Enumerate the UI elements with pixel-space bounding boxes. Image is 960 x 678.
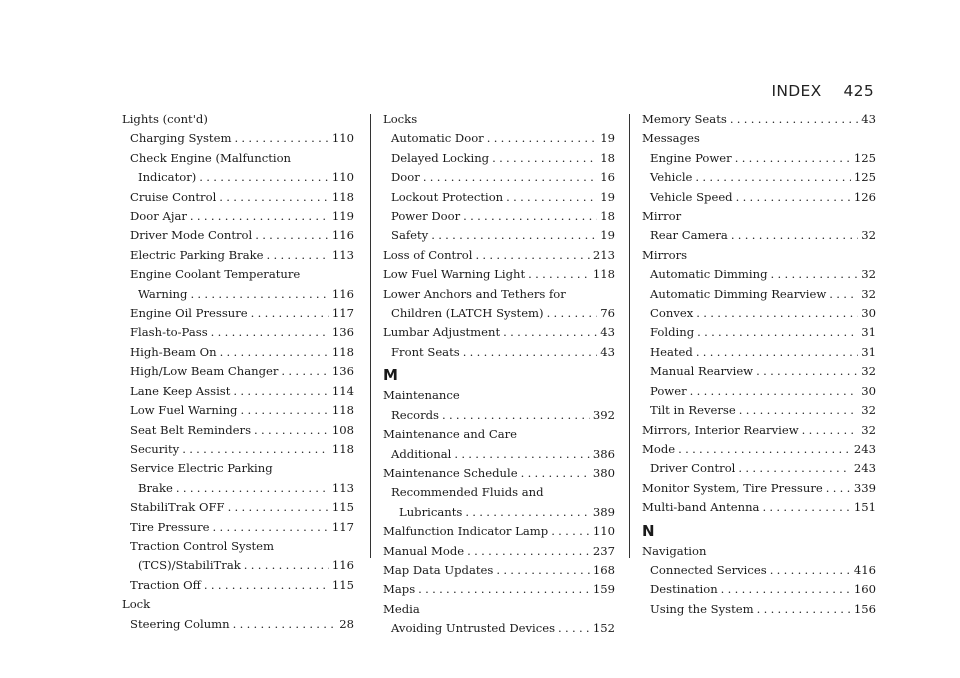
- entry-page-number: 160: [853, 582, 876, 597]
- entry-page-number: 43: [861, 112, 876, 126]
- dot-leader: [213, 518, 329, 537]
- index-entry: [642, 110, 876, 129]
- index-entry: [642, 600, 876, 619]
- dot-leader: [731, 226, 858, 245]
- dot-leader: [736, 188, 851, 207]
- index-entry: [383, 343, 615, 362]
- index-entry: [642, 421, 876, 440]
- index-entry: [642, 265, 876, 284]
- entry-page-number: 386: [592, 446, 615, 461]
- entry-term: Check Engine (Malfunction: [130, 150, 292, 165]
- entry-page-number: 28: [339, 616, 354, 631]
- index-entry: [642, 304, 876, 323]
- entry-term: Tire Pressure: [130, 519, 210, 534]
- entry-page-number: 32: [861, 228, 876, 243]
- dot-leader: [228, 498, 329, 517]
- index-entry: [122, 149, 354, 168]
- index-entry: [122, 576, 354, 595]
- index-entry: [642, 479, 876, 498]
- entry-page-number: 19: [600, 228, 615, 243]
- dot-leader: [771, 265, 859, 284]
- index-entry: [383, 503, 615, 522]
- index-entry: [122, 382, 354, 401]
- entry-term: Driver Mode Control: [130, 228, 253, 243]
- entry-term: Vehicle Speed: [650, 189, 733, 204]
- entry-page-number: 118: [331, 344, 354, 359]
- entry-term: Multi-band Antenna: [642, 500, 760, 515]
- index-entry: [383, 149, 615, 168]
- entry-page-number: 76: [600, 306, 615, 321]
- column-divider: [629, 114, 630, 558]
- entry-term: Automatic Dimming: [650, 267, 768, 282]
- entry-page-number: 380: [592, 465, 615, 480]
- entry-term: Steering Column: [130, 616, 230, 631]
- entry-term: Loss of Control: [383, 247, 473, 262]
- entry-page-number: 118: [592, 267, 615, 282]
- index-entry: [383, 483, 615, 502]
- index-entry: [642, 401, 876, 420]
- index-entry: [642, 188, 876, 207]
- entry-term: Door Ajar: [130, 209, 187, 224]
- dot-leader: [506, 188, 597, 207]
- entry-page-number: 115: [331, 577, 354, 592]
- index-entry: [642, 498, 876, 517]
- entry-term: Traction Control System: [130, 538, 275, 553]
- dot-leader: [267, 246, 329, 265]
- entry-term: Low Fuel Warning: [130, 403, 238, 418]
- dot-leader: [244, 556, 329, 575]
- index-entry: [383, 129, 615, 148]
- index-entry: [122, 595, 354, 614]
- dot-leader: [690, 382, 859, 401]
- dot-leader: [465, 503, 590, 522]
- entry-term: Mirrors, Interior Rearview: [642, 422, 799, 437]
- dot-leader: [251, 304, 329, 323]
- index-column-2: [383, 110, 615, 639]
- entry-term: Seat Belt Reminders: [130, 422, 252, 437]
- entry-page-number: 18: [600, 209, 615, 224]
- index-entry: [383, 542, 615, 561]
- entry-term: Security: [130, 441, 180, 456]
- index-entry: [642, 207, 876, 226]
- entry-term: Lumbar Adjustment: [383, 325, 501, 340]
- dot-leader: [418, 580, 590, 599]
- entry-term: Lower Anchors and Tethers for: [383, 286, 566, 301]
- entry-term: Mirrors: [642, 247, 688, 262]
- index-entry: [642, 168, 876, 187]
- entry-term: Electric Parking Brake: [130, 247, 264, 262]
- entry-page-number: 32: [861, 403, 876, 418]
- index-entry: [383, 386, 615, 405]
- dot-leader: [738, 459, 850, 478]
- dot-leader: [190, 207, 329, 226]
- entry-page-number: 152: [592, 621, 615, 636]
- dot-leader: [463, 207, 597, 226]
- entry-term: Using the System: [650, 601, 754, 616]
- dot-leader: [547, 304, 598, 323]
- index-entry: [122, 343, 354, 362]
- entry-term: Convex: [650, 306, 694, 321]
- index-entry: [383, 168, 615, 187]
- entry-term: Manual Mode: [383, 543, 465, 558]
- index-entry: [383, 285, 615, 304]
- entry-term: Door: [391, 170, 420, 185]
- entry-page-number: 113: [331, 247, 354, 262]
- dot-leader: [521, 464, 590, 483]
- entry-page-number: 118: [331, 441, 354, 456]
- entry-page-number: 32: [861, 364, 876, 379]
- entry-page-number: 213: [592, 247, 615, 262]
- dot-leader: [219, 188, 329, 207]
- index-entry: [122, 362, 354, 381]
- dot-leader: [240, 401, 328, 420]
- entry-term: Automatic Door: [391, 131, 484, 146]
- entry-page-number: 117: [331, 306, 354, 321]
- entry-term: (TCS)/StabiliTrak: [138, 558, 241, 573]
- dot-leader: [220, 343, 329, 362]
- entry-term: Maintenance and Care: [383, 427, 518, 442]
- entry-page-number: 18: [600, 150, 615, 165]
- entry-term: Maps: [383, 582, 416, 597]
- dot-leader: [204, 576, 329, 595]
- index-entry: [642, 343, 876, 362]
- index-entry: [383, 406, 615, 425]
- entry-term: Power: [650, 383, 687, 398]
- index-entry: [122, 207, 354, 226]
- entry-page-number: 117: [331, 519, 354, 534]
- entry-page-number: 168: [592, 562, 615, 577]
- entry-page-number: 237: [592, 543, 615, 558]
- entry-term: Power Door: [391, 209, 461, 224]
- index-entry: [383, 580, 615, 599]
- entry-page-number: 125: [853, 150, 876, 165]
- entry-term: Destination: [650, 582, 718, 597]
- entry-term: Lockout Protection: [391, 189, 504, 204]
- entry-term: Indicator): [138, 170, 197, 185]
- dot-leader: [442, 406, 590, 425]
- dot-leader: [721, 580, 851, 599]
- entry-term: Monitor System, Tire Pressure: [642, 480, 823, 495]
- dot-leader: [199, 168, 329, 187]
- entry-page-number: 116: [331, 286, 354, 301]
- index-entry: [122, 265, 354, 284]
- entry-term: Mirror: [642, 209, 682, 224]
- entry-page-number: 31: [861, 344, 876, 359]
- entry-page-number: 151: [853, 500, 876, 515]
- entry-page-number: 156: [853, 601, 876, 616]
- index-entry: [642, 285, 876, 304]
- entry-page-number: 32: [861, 286, 876, 301]
- index-entry: [383, 600, 615, 619]
- dot-leader: [730, 110, 858, 129]
- dot-leader: [735, 149, 851, 168]
- dot-leader: [176, 479, 329, 498]
- dot-leader: [503, 323, 597, 342]
- index-entry: [383, 246, 615, 265]
- index-entry: [383, 619, 615, 638]
- entry-term: Manual Rearview: [650, 364, 754, 379]
- index-entry: [642, 382, 876, 401]
- entry-page-number: 32: [861, 422, 876, 437]
- index-entry: [383, 188, 615, 207]
- entry-page-number: 30: [861, 306, 876, 321]
- dot-leader: [423, 168, 597, 187]
- entry-term: Maintenance: [383, 388, 460, 403]
- entry-term: Traction Off: [130, 577, 201, 592]
- dot-leader: [487, 129, 598, 148]
- index-column-3: [642, 110, 876, 619]
- dot-leader: [802, 421, 859, 440]
- index-entry: [642, 440, 876, 459]
- page-number: 425: [843, 82, 874, 100]
- entry-term: Service Electric Parking: [130, 461, 273, 476]
- entry-term: Memory Seats: [642, 112, 727, 126]
- index-entry: [642, 129, 876, 148]
- entry-term: Lock: [122, 597, 151, 612]
- entry-page-number: 19: [600, 131, 615, 146]
- dot-leader: [695, 168, 850, 187]
- dot-leader: [492, 149, 597, 168]
- dot-leader: [558, 619, 590, 638]
- index-entry: [122, 537, 354, 556]
- index-entry: [642, 459, 876, 478]
- index-entry: [383, 425, 615, 444]
- entry-term: Delayed Locking: [391, 150, 490, 165]
- dot-leader: [696, 304, 858, 323]
- entry-term: Messages: [642, 131, 700, 146]
- index-entry: [383, 464, 615, 483]
- entry-term: Lubricants: [399, 504, 463, 519]
- entry-page-number: 110: [331, 170, 354, 185]
- entry-term: Rear Camera: [650, 228, 728, 243]
- index-entry: [383, 323, 615, 342]
- index-entry: [122, 304, 354, 323]
- entry-page-number: 116: [331, 228, 354, 243]
- entry-page-number: 19: [600, 189, 615, 204]
- entry-page-number: 110: [331, 131, 354, 146]
- entry-term: Brake: [138, 480, 173, 495]
- dot-leader: [182, 440, 329, 459]
- entry-term: Front Seats: [391, 344, 460, 359]
- index-entry: [642, 149, 876, 168]
- entry-page-number: 16: [600, 170, 615, 185]
- index-entry: [122, 498, 354, 517]
- index-entry: [383, 522, 615, 541]
- dot-leader: [678, 440, 851, 459]
- entry-page-number: 114: [331, 383, 354, 398]
- entry-term: Maintenance Schedule: [383, 465, 518, 480]
- index-entry: [122, 556, 354, 575]
- entry-page-number: 243: [853, 461, 876, 476]
- index-entry: [642, 323, 876, 342]
- entry-term: Additional: [391, 446, 452, 461]
- entry-page-number: 118: [331, 189, 354, 204]
- entry-page-number: 110: [592, 524, 615, 539]
- entry-term: Connected Services: [650, 562, 767, 577]
- entry-term: Recommended Fluids and: [391, 485, 544, 500]
- index-entry: [122, 226, 354, 245]
- entry-term: Engine Power: [650, 150, 732, 165]
- entry-page-number: 113: [331, 480, 354, 495]
- entry-term: Automatic Dimming Rearview: [650, 286, 827, 301]
- entry-term: Records: [391, 407, 439, 422]
- index-entry: [383, 265, 615, 284]
- entry-term: Malfunction Indicator Lamp: [383, 524, 549, 539]
- dot-leader: [475, 246, 589, 265]
- index-entry: [383, 207, 615, 226]
- index-entry: [642, 580, 876, 599]
- dot-leader: [463, 343, 598, 362]
- dot-leader: [255, 226, 329, 245]
- entry-term: Charging System: [130, 131, 232, 146]
- dot-leader: [496, 561, 590, 580]
- index-entry: [122, 110, 354, 129]
- index-entry: [122, 188, 354, 207]
- entry-page-number: 243: [853, 441, 876, 456]
- entry-page-number: 43: [600, 344, 615, 359]
- dot-leader: [697, 323, 858, 342]
- dot-leader: [756, 362, 858, 381]
- index-entry: [122, 518, 354, 537]
- index-entry: [642, 246, 876, 265]
- dot-leader: [190, 285, 328, 304]
- section-letter: M: [383, 366, 398, 385]
- dot-leader: [431, 226, 597, 245]
- dot-leader: [454, 445, 590, 464]
- entry-term: Engine Oil Pressure: [130, 306, 248, 321]
- index-entry: [122, 168, 354, 187]
- page-header: [771, 82, 874, 100]
- entry-term: Media: [383, 601, 420, 616]
- index-entry: [122, 459, 354, 478]
- entry-page-number: 43: [600, 325, 615, 340]
- entry-term: Lane Keep Assist: [130, 383, 231, 398]
- entry-term: Tilt in Reverse: [650, 403, 736, 418]
- entry-page-number: 126: [853, 189, 876, 204]
- entry-term: Mode: [642, 441, 676, 456]
- entry-term: Driver Control: [650, 461, 736, 476]
- entry-page-number: 119: [331, 209, 354, 224]
- entry-term: High/Low Beam Changer: [130, 364, 279, 379]
- entry-term: Avoiding Untrusted Devices: [391, 621, 556, 636]
- dot-leader: [233, 615, 337, 634]
- index-entry: [122, 479, 354, 498]
- entry-page-number: 115: [331, 500, 354, 515]
- entry-page-number: 389: [592, 504, 615, 519]
- entry-term: High-Beam On: [130, 344, 217, 359]
- entry-page-number: 159: [592, 582, 615, 597]
- index-entry: [122, 421, 354, 440]
- entry-term: Folding: [650, 325, 695, 340]
- index-entry: [122, 615, 354, 634]
- index-entry: [122, 440, 354, 459]
- entry-term: StabiliTrak OFF: [130, 500, 225, 515]
- entry-term: Engine Coolant Temperature: [130, 267, 301, 282]
- dot-leader: [528, 265, 590, 284]
- entry-term: Heated: [650, 344, 693, 359]
- entry-term: Warning: [138, 286, 188, 301]
- index-entry: [642, 542, 876, 561]
- index-entry: [122, 401, 354, 420]
- entry-page-number: 31: [861, 325, 876, 340]
- entry-page-number: 136: [331, 325, 354, 340]
- index-entry: [642, 362, 876, 381]
- entry-page-number: 32: [861, 267, 876, 282]
- dot-leader: [467, 542, 590, 561]
- entry-page-number: 30: [861, 383, 876, 398]
- entry-term: Map Data Updates: [383, 562, 494, 577]
- entry-term: Low Fuel Warning Light: [383, 267, 526, 282]
- index-entry: [383, 226, 615, 245]
- entry-term: Safety: [391, 228, 429, 243]
- index-entry: [122, 323, 354, 342]
- dot-leader: [211, 323, 329, 342]
- index-entry: [122, 246, 354, 265]
- dot-leader: [281, 362, 328, 381]
- section-title: INDEX: [771, 82, 822, 100]
- entry-term: Lights (cont'd): [122, 112, 208, 126]
- entry-term: Cruise Control: [130, 189, 217, 204]
- dot-leader: [254, 421, 329, 440]
- entry-term: Navigation: [642, 543, 707, 558]
- entry-page-number: 416: [853, 562, 876, 577]
- index-column-1: [122, 110, 354, 634]
- index-entry: [642, 561, 876, 580]
- index-entry: [383, 110, 615, 129]
- entry-term: Vehicle: [650, 170, 693, 185]
- dot-leader: [770, 561, 851, 580]
- entry-page-number: 125: [853, 170, 876, 185]
- section-letter: N: [642, 521, 655, 540]
- entry-term: Children (LATCH System): [391, 306, 544, 321]
- entry-term: Locks: [383, 112, 418, 126]
- entry-page-number: 136: [331, 364, 354, 379]
- entry-page-number: 392: [592, 407, 615, 422]
- index-entry: [383, 304, 615, 323]
- index-entry: [122, 285, 354, 304]
- dot-leader: [739, 401, 859, 420]
- index-entry: [122, 129, 354, 148]
- dot-leader: [762, 498, 850, 517]
- entry-page-number: 118: [331, 403, 354, 418]
- dot-leader: [551, 522, 590, 541]
- dot-leader: [826, 479, 851, 498]
- index-entry: [383, 561, 615, 580]
- dot-leader: [829, 285, 858, 304]
- entry-page-number: 108: [331, 422, 354, 437]
- dot-leader: [233, 382, 328, 401]
- dot-leader: [234, 129, 328, 148]
- index-entry: [383, 445, 615, 464]
- entry-page-number: 339: [853, 480, 876, 495]
- entry-page-number: 116: [331, 558, 354, 573]
- dot-leader: [696, 343, 858, 362]
- index-entry: [642, 226, 876, 245]
- entry-term: Flash-to-Pass: [130, 325, 208, 340]
- column-divider: [370, 114, 371, 558]
- dot-leader: [757, 600, 851, 619]
